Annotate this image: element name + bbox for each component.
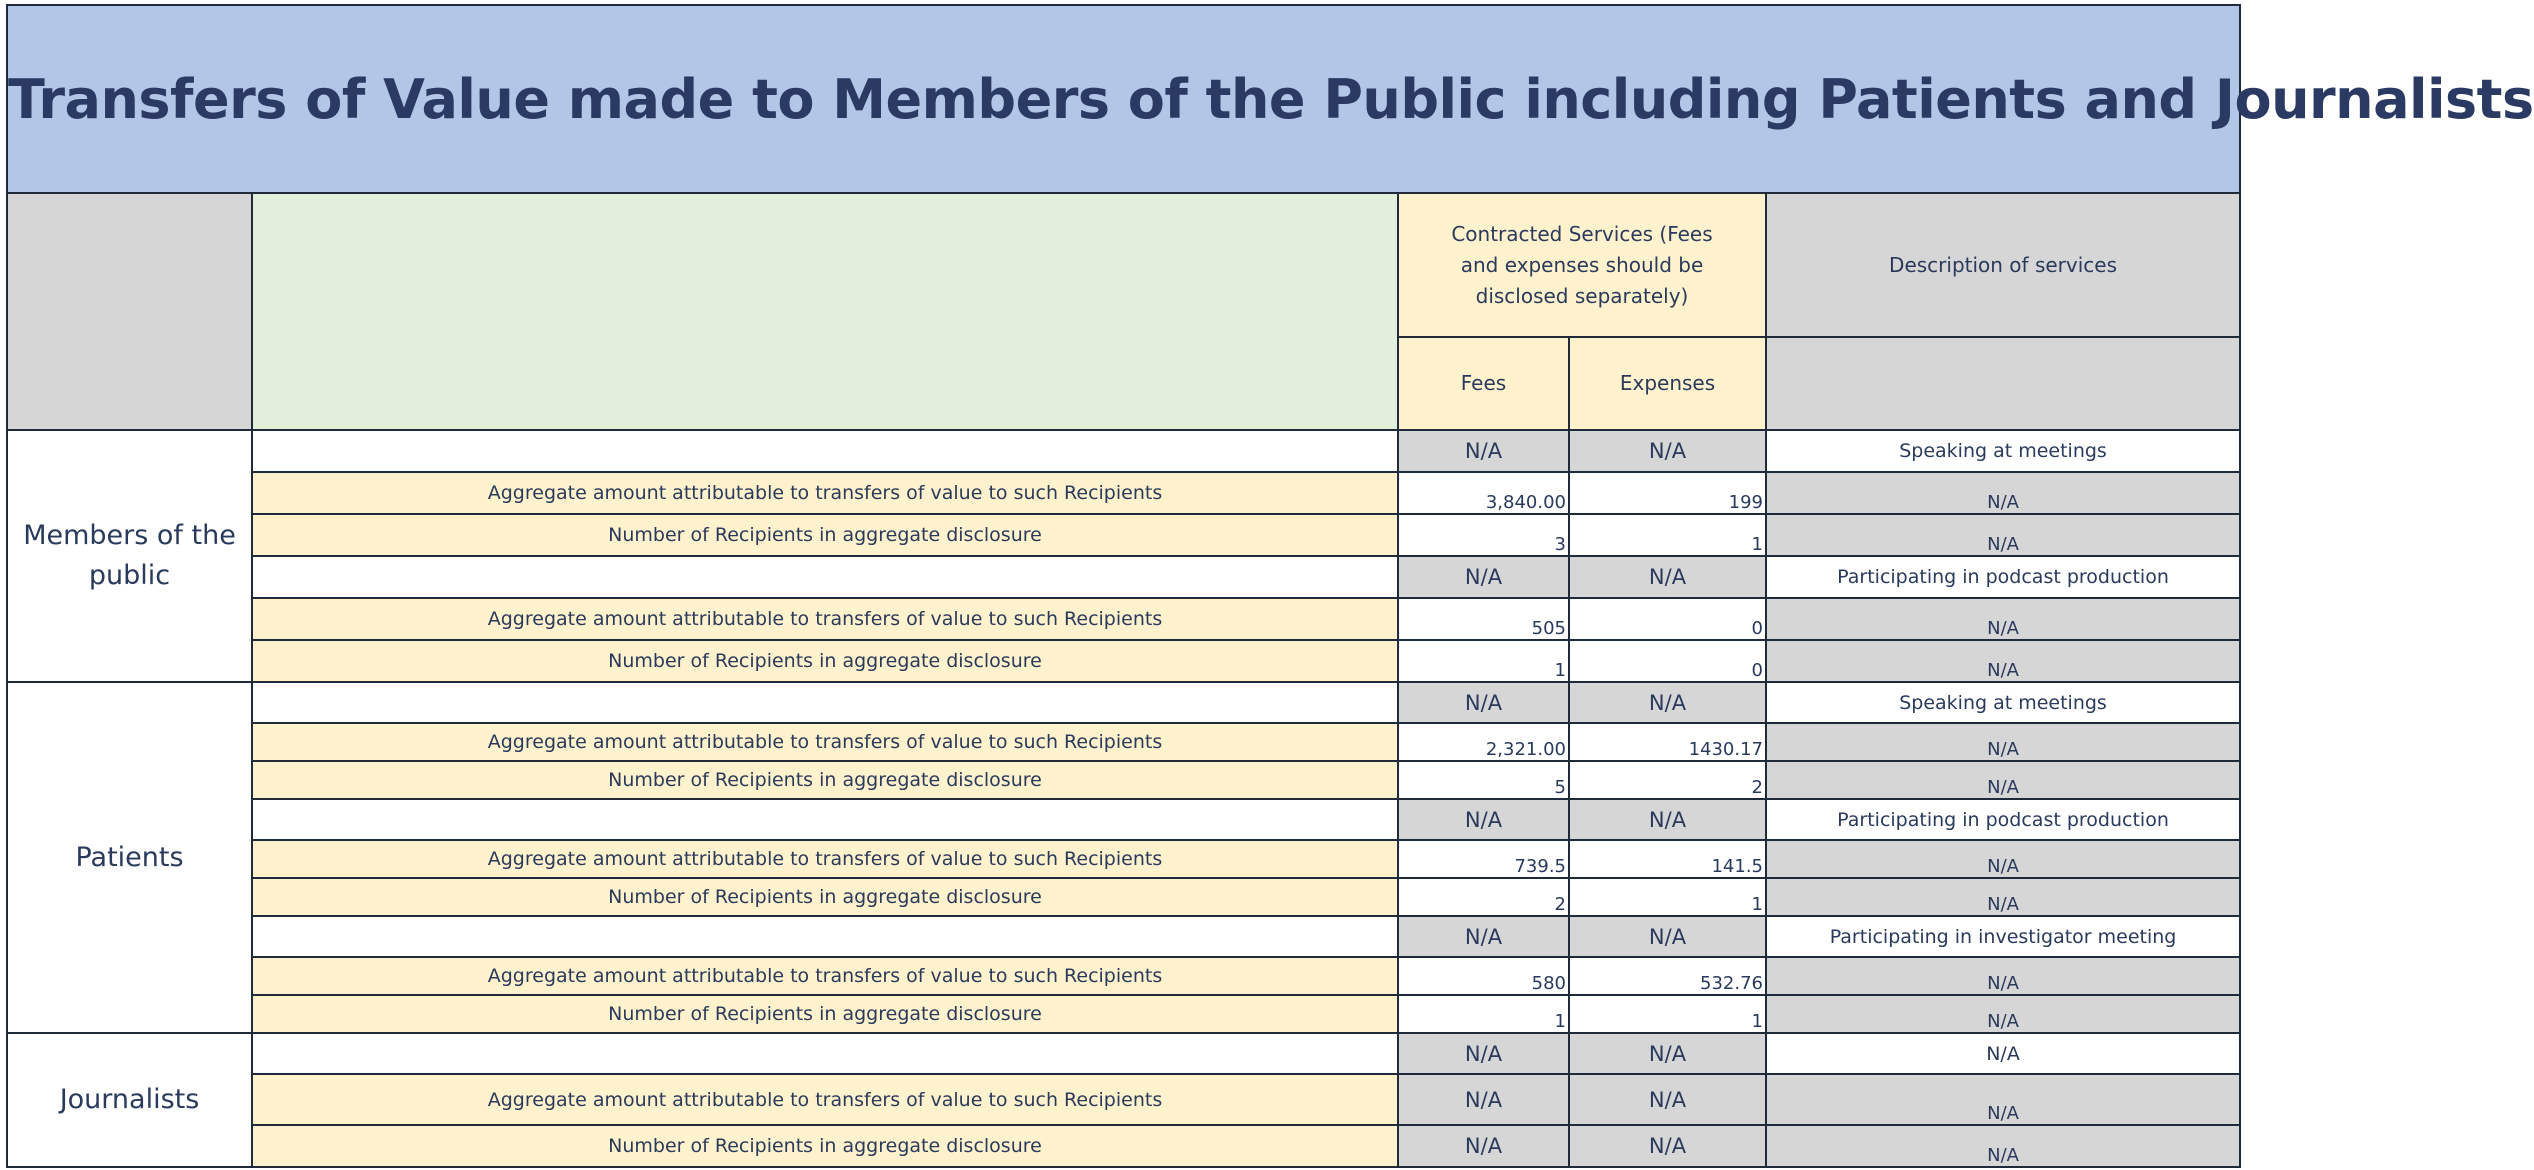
fees-na: N/A (1398, 916, 1569, 957)
aggregate-label: Aggregate amount attributable to transfers of value to such Recipients (252, 598, 1398, 640)
aggregate-label: Aggregate amount attributable to transfers of value to such Recipients (252, 472, 1398, 514)
description-subheader (1766, 337, 2240, 430)
description-na: N/A (1766, 514, 2240, 556)
description-na: N/A (1766, 957, 2240, 995)
contracted-services-text: Contracted Services (Fees and expenses should be disclosed separately) (1451, 221, 1713, 308)
header-blank-green (252, 193, 1398, 430)
aggregate-expenses: 0 (1569, 598, 1766, 640)
aggregate-label: Aggregate amount attributable to transfers of value to such Recipients (252, 1074, 1398, 1125)
description-na: N/A (1766, 723, 2240, 761)
service-description: Participating in investigator meeting (1766, 916, 2240, 957)
label-blank (252, 916, 1398, 957)
aggregate-label: Aggregate amount attributable to transfers of value to such Recipients (252, 723, 1398, 761)
aggregate-fees: 580 (1398, 957, 1569, 995)
header-blank-gray (7, 193, 252, 430)
number-expenses: 1 (1569, 995, 1766, 1033)
number-fees: 2 (1398, 878, 1569, 916)
expenses-na: N/A (1569, 430, 1766, 472)
description-na: N/A (1766, 1074, 2240, 1125)
label-blank (252, 1033, 1398, 1074)
number-expenses: 1 (1569, 514, 1766, 556)
aggregate-fees: 3,840.00 (1398, 472, 1569, 514)
description-na: N/A (1766, 995, 2240, 1033)
group-members-of-public (7, 430, 252, 682)
expenses-na: N/A (1569, 799, 1766, 840)
description-header: Description of services (1766, 193, 2240, 337)
number-label: Number of Recipients in aggregate disclosure (252, 761, 1398, 799)
aggregate-expenses: 1430.17 (1569, 723, 1766, 761)
aggregate-fees: 505 (1398, 598, 1569, 640)
number-expenses: 0 (1569, 640, 1766, 682)
group-journalists (7, 1033, 252, 1167)
expenses-na: N/A (1569, 916, 1766, 957)
description-na: N/A (1766, 1125, 2240, 1167)
number-fees: N/A (1398, 1125, 1569, 1167)
disclosure-table (6, 4, 2534, 1168)
number-label: Number of Recipients in aggregate disclosure (252, 995, 1398, 1033)
service-description: Speaking at meetings (1766, 430, 2240, 472)
page-title: Transfers of Value made to Members of the Public including Patients and Journalists (8, 67, 2534, 131)
service-description: N/A (1766, 1033, 2240, 1074)
number-label: Number of Recipients in aggregate disclosure (252, 514, 1398, 556)
aggregate-fees: 2,321.00 (1398, 723, 1569, 761)
description-na: N/A (1766, 878, 2240, 916)
description-na: N/A (1766, 761, 2240, 799)
label-blank (252, 799, 1398, 840)
aggregate-label: Aggregate amount attributable to transfers of value to such Recipients (252, 840, 1398, 878)
service-description: Speaking at meetings (1766, 682, 2240, 723)
description-na: N/A (1766, 640, 2240, 682)
title-cell (7, 5, 2534, 193)
number-label: Number of Recipients in aggregate disclosure (252, 878, 1398, 916)
number-fees: 5 (1398, 761, 1569, 799)
aggregate-fees: N/A (1398, 1074, 1569, 1125)
aggregate-fees: 739.5 (1398, 840, 1569, 878)
fees-header: Fees (1398, 337, 1569, 430)
fees-na: N/A (1398, 1033, 1569, 1074)
number-label: Number of Recipients in aggregate disclosure (252, 640, 1398, 682)
label-blank (252, 556, 1398, 598)
expenses-na: N/A (1569, 682, 1766, 723)
aggregate-expenses: N/A (1569, 1074, 1766, 1125)
fees-na: N/A (1398, 799, 1569, 840)
service-description: Participating in podcast production (1766, 799, 2240, 840)
fees-na: N/A (1398, 430, 1569, 472)
description-na: N/A (1766, 472, 2240, 514)
number-fees: 1 (1398, 995, 1569, 1033)
group-patients (7, 682, 252, 1033)
description-na: N/A (1766, 840, 2240, 878)
description-na: N/A (1766, 598, 2240, 640)
label-blank (252, 430, 1398, 472)
contracted-services-header (1398, 193, 1766, 337)
number-fees: 3 (1398, 514, 1569, 556)
label-blank (252, 682, 1398, 723)
number-expenses: 1 (1569, 878, 1766, 916)
service-description: Participating in podcast production (1766, 556, 2240, 598)
group-label: Patients (75, 841, 184, 873)
aggregate-label: Aggregate amount attributable to transfers of value to such Recipients (252, 957, 1398, 995)
number-expenses: N/A (1569, 1125, 1766, 1167)
number-label: Number of Recipients in aggregate disclosure (252, 1125, 1398, 1167)
aggregate-expenses: 532.76 (1569, 957, 1766, 995)
fees-na: N/A (1398, 556, 1569, 598)
group-label: Journalists (59, 1084, 200, 1115)
fees-na: N/A (1398, 682, 1569, 723)
number-expenses: 2 (1569, 761, 1766, 799)
aggregate-expenses: 199 (1569, 472, 1766, 514)
number-fees: 1 (1398, 640, 1569, 682)
expenses-na: N/A (1569, 556, 1766, 598)
expenses-na: N/A (1569, 1033, 1766, 1074)
aggregate-expenses: 141.5 (1569, 840, 1766, 878)
expenses-header: Expenses (1569, 337, 1766, 430)
group-label: Members of the public (23, 520, 236, 591)
